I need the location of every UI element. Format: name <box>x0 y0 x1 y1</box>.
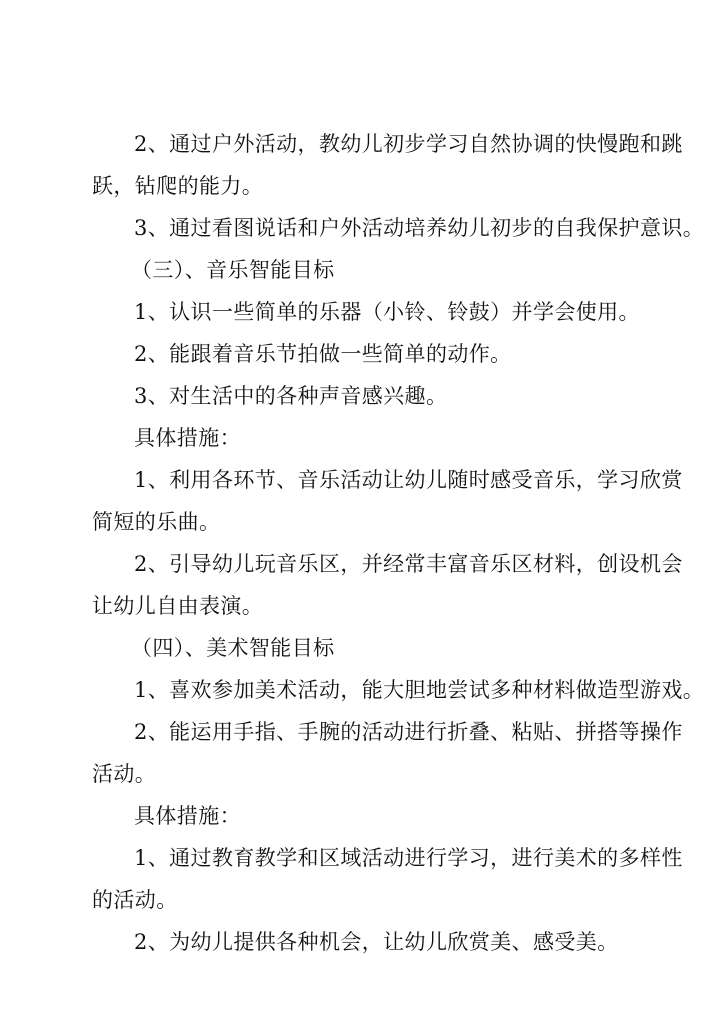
paragraph-line: 让幼儿自由表演。 <box>92 594 264 618</box>
paragraph-line: 2、能跟着音乐节拍做一些简单的动作。 <box>134 342 512 366</box>
measures-heading: 具体措施： <box>134 804 241 828</box>
paragraph-line: 2、为幼儿提供各种机会，让幼儿欣赏美、感受美。 <box>134 930 619 954</box>
paragraph-line: 1、通过教育教学和区域活动进行学习，进行美术的多样性 <box>134 846 683 870</box>
paragraph-line: 3、对生活中的各种声音感兴趣。 <box>134 384 448 408</box>
section-heading: （四）、美术智能目标 <box>131 636 335 660</box>
measures-heading: 具体措施： <box>134 426 241 450</box>
section-heading: （三）、音乐智能目标 <box>131 258 335 282</box>
paragraph-line: 活动。 <box>92 762 157 786</box>
paragraph-line: 2、通过户外活动，教幼儿初步学习自然协调的快慢跑和跳 <box>134 132 683 156</box>
paragraph-line: 1、喜欢参加美术活动，能大胆地尝试多种材料做造型游戏。 <box>134 678 705 702</box>
paragraph-line: 1、利用各环节、音乐活动让幼儿随时感受音乐，学习欣赏 <box>134 468 683 492</box>
paragraph-line: 2、能运用手指、手腕的活动进行折叠、粘贴、拼搭等操作 <box>134 720 683 744</box>
paragraph-line: 3、通过看图说话和户外活动培养幼儿初步的自我保护意识。 <box>134 216 705 240</box>
paragraph-line: 跃，钻爬的能力。 <box>92 174 264 198</box>
paragraph-line: 的活动。 <box>92 888 178 912</box>
paragraph-line: 1、认识一些简单的乐器（小铃、铃鼓）并学会使用。 <box>134 300 640 324</box>
paragraph-line: 简短的乐曲。 <box>92 510 221 534</box>
paragraph-line: 2、引导幼儿玩音乐区，并经常丰富音乐区材料，创设机会 <box>134 552 683 576</box>
